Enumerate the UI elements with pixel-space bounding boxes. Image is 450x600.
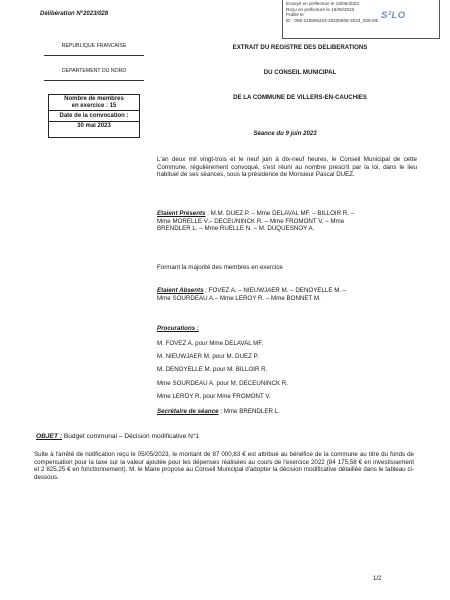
divider [44,80,144,81]
proxy-item: M. NIEUWJAER M. pour M. DUEZ P. [157,353,259,360]
convocation-label: Date de la convocation : [59,113,129,120]
council-title: DU CONSEIL MUNICIPAL [263,69,337,76]
commune-title: DE LA COMMUNE DE VILLERS-EN-CAUCHIES [233,94,367,101]
absent-section [157,287,417,302]
register-title: EXTRAIT DU REGISTRE DES DELIBERATIONS [232,44,368,51]
proxy-item: Mme LEROY R. pour Mme FROMONT V. [157,393,271,400]
prefecture-stamp [282,0,440,39]
stamp-line-sent: Envoyé en préfecture le 16/06/2023 [286,1,359,6]
present-section [157,210,417,233]
secretary-label: Secrétaire de séance [157,408,219,415]
intro-paragraph: L'an deux mil vingt-trois et le neuf juin à dix-neuf heures, le Conseil Municipal de cette Commune, régulièrement convoqué, s'est réuni au nombre prescrit par la loi, dans le lieu habituel de ses séances, sous la présidence de Monsieur Pascal DUEZ. [157,156,417,179]
divider [49,110,139,111]
members-info-box [48,94,140,138]
present-label: Etaient Présents [157,210,206,217]
present-line-3: BRENDLER L. – Mme RUELLE N. – M. DUQUESNOY A. [157,225,315,233]
members-label: Nombre de membres [64,96,124,102]
body-paragraph: Suite à l'arrêté de notification reçu le 05/05/2023, le montant de 87 000,83 € est attribué au bénéfice de la commune au titre du fonds de compensation pour la taxe sur la valeur ajoutée pour les dépenses réalisées au cours de l'exercice 2022 (84 175,58 € en investissement et 2 825,25 € en fonctionnement). M. le Maire propose au Conseil Municipal d'adopter la décision modificative détaillée dans le tableau ci-dessous. [34,451,414,481]
object-line [36,433,199,441]
majority-text: Formant la majorité des membres en exercice [157,264,283,271]
proxies-label: Procurations : [157,325,199,332]
members-count: en exercice : 15 [71,103,117,110]
divider [44,55,144,56]
divider [49,121,139,122]
stamp-line-received: Reçu en préfecture le 16/06/2023 [286,6,355,12]
slo-logo: S²LO [381,10,406,21]
absent-label: Etaient Absents [157,287,204,294]
republic-label: REPUBLIQUE FRANCAISE [61,43,127,49]
present-line-1: : M.M. DUEZ P. – Mme DELAVAL MF. – BILLOIR R. – [207,210,355,217]
department-label: DEPARTEMENT DU NORD [61,68,127,74]
proxy-item: M. DENOYELLE M. pour M. BILLOIR R. [157,366,268,373]
session-date: Séance du 9 juin 2023 [253,130,317,137]
object-value: Budget communal – Décision modificative N°1 [63,433,200,440]
proxy-item: M. FOVEZ A. pour Mme DELAVAL MF. [157,340,264,347]
stamp-line-id: ID : 059-215906223-20230609-2023_028-DE [286,17,379,23]
secretary-value: : Mme BRENDLER L. [220,408,280,415]
present-line-2: Mme MORELLE V.– DECEUNINCK R. – Mme FROMONT V. – Mme [157,217,345,225]
absent-line-1: : FOVEZ A. – NIEUWJAER M. – DENOYELLE M. – [205,287,347,294]
proxy-item: Mme SOURDEAU A. pour M. DECEUNINCK R. [157,380,288,387]
page-number: 1/2 [373,576,382,582]
deliberation-number: Délibération N°2023/028 [40,11,109,17]
absent-line-2: Mme SOURDEAU A.– Mme LEROY R. – Mme BONNET M. [157,294,321,302]
convocation-date: 30 mai 2023 [77,122,111,129]
secretary-line [157,408,280,416]
stamp-line-published: Publié le [286,12,304,18]
object-label: OBJET : [36,433,63,440]
